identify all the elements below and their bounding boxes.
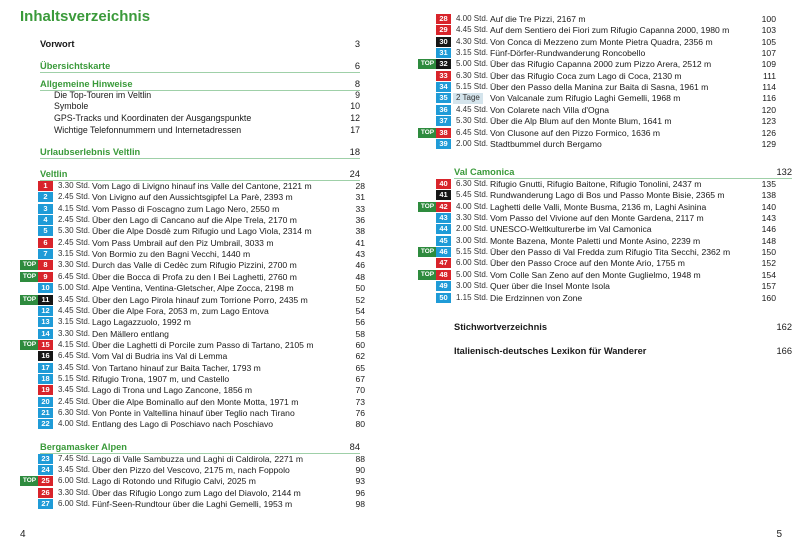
tour-title: Rundwanderung Lago di Bos und Passo Monte Bisie, 2365 m <box>490 190 725 201</box>
section-label: Symbole <box>54 101 89 111</box>
tour-page: 46 <box>355 260 365 271</box>
section-page: 166 <box>776 346 792 356</box>
section-label: Vorwort <box>40 39 75 49</box>
tour-number: 27 <box>38 499 53 509</box>
section-page: 10 <box>350 101 360 111</box>
tour-number: 43 <box>436 213 451 223</box>
tour-duration: 6.00 Std. <box>58 476 91 486</box>
tour-duration: 5.15 Std. <box>456 82 489 92</box>
tour-title: Über das Rifugio Coca zum Lago di Coca, 2130 m <box>490 70 682 81</box>
tour-number: 11 <box>38 295 53 305</box>
tour-number: 46 <box>436 247 451 257</box>
tour-title: Über den Pizzo del Vescovo, 2175 m, nach Foppolo <box>92 465 290 476</box>
tour-number: 47 <box>436 258 451 268</box>
tour-number: 38 <box>436 128 451 138</box>
tour-number: 21 <box>38 408 53 418</box>
tour-number: 24 <box>38 465 53 475</box>
tour-page: 50 <box>355 283 365 294</box>
tour-page: 58 <box>355 328 365 339</box>
tour-duration: 5.00 Std. <box>58 283 91 293</box>
tour-page: 154 <box>761 269 776 280</box>
tour-page: 73 <box>355 396 365 407</box>
tour-duration: 3.45 Std. <box>58 465 91 475</box>
tour-duration: 3.15 Std. <box>58 249 91 259</box>
tour-title: Von Clusone auf den Pizzo Formico, 1636 m <box>490 127 661 138</box>
tour-page: 140 <box>761 201 776 212</box>
tour-duration: 5.00 Std. <box>456 269 489 279</box>
tour-title: Vom Passo di Foscagno zum Lago Nero, 2550 m <box>92 203 280 214</box>
tour-page: 143 <box>761 213 776 224</box>
tour-title: Entlang des Lago di Poschiavo nach Poschiavo <box>92 419 274 430</box>
tour-title: Über den Passo Croce auf den Monte Ario, 1755 m <box>490 258 685 269</box>
tour-title: Von Ponte in Valtellina hinauf über Teglio nach Tirano <box>92 408 295 418</box>
tour-page: 114 <box>762 82 776 93</box>
tour-title: Auf die Tre Pizzi, 2167 m <box>490 14 586 24</box>
tour-duration: 6.45 Std. <box>58 351 91 361</box>
tour-page: 148 <box>761 235 776 246</box>
tour-title: Fünf-Seen-Rundtour über die Laghi Gemelli, 1953 m <box>92 499 293 510</box>
section-divider <box>40 72 360 73</box>
top-tour-badge: TOP <box>418 247 437 257</box>
tour-number: 45 <box>436 236 451 246</box>
tour-title: Über die Laghetti di Porcile zum Passo di Tartano, 2105 m <box>92 339 314 350</box>
toc-section[interactable] <box>40 60 360 72</box>
tour-duration: 4.00 Std. <box>456 14 489 23</box>
tour-number: 18 <box>38 374 53 384</box>
tour-page: 31 <box>355 192 365 203</box>
tour-duration: 2.00 Std. <box>456 138 489 148</box>
tour-title: Monte Bazena, Monte Paletti und Monte Asino, 2239 m <box>490 235 701 246</box>
tour-number: 3 <box>38 204 53 214</box>
toc-section[interactable] <box>454 321 792 333</box>
tour-duration: 5.30 Std. <box>58 226 91 236</box>
tour-page: 138 <box>761 190 776 201</box>
tour-title: Den Mällero entlang <box>92 328 169 339</box>
tour-title: Über den Lago Pirola hinauf zum Torrione Porro, 2435 m <box>92 294 308 305</box>
tour-number: 10 <box>38 283 53 293</box>
tour-page: 80 <box>355 419 365 430</box>
tour-page: 76 <box>355 408 365 418</box>
tour-page: 36 <box>355 215 365 226</box>
tour-page: 52 <box>355 294 365 305</box>
tour-number: 44 <box>436 224 451 234</box>
tour-number: 19 <box>38 385 53 395</box>
tour-number: 28 <box>436 14 451 24</box>
tour-page: 105 <box>761 36 776 47</box>
tour-page: 116 <box>762 93 776 104</box>
section-page: 162 <box>776 322 792 332</box>
section-label: Veltlin <box>40 169 68 179</box>
tour-duration: 4.15 Std. <box>58 203 91 213</box>
tour-title: Über den Passo di Val Fredda zum Rifugio Tita Secchi, 2362 m <box>490 247 731 258</box>
tour-page: 96 <box>355 487 365 498</box>
toc-section[interactable] <box>40 38 360 50</box>
tour-duration: 5.45 Std. <box>456 190 489 200</box>
toc-section[interactable] <box>40 146 360 158</box>
section-label: Allgemeine Hinweise <box>40 79 133 89</box>
tour-duration: 3.15 Std. <box>58 317 91 327</box>
tour-title: Quer über die Insel Monte Isola <box>490 281 610 292</box>
tour-number: 37 <box>436 116 451 126</box>
toc-section[interactable] <box>40 124 360 136</box>
tour-number: 4 <box>38 215 53 225</box>
tour-number: 6 <box>38 238 53 248</box>
tour-number: 15 <box>38 340 53 350</box>
top-tour-badge: TOP <box>418 270 437 280</box>
tour-duration: 5.00 Std. <box>456 59 489 69</box>
toc-section[interactable] <box>454 166 792 178</box>
tour-page: 28 <box>355 181 365 191</box>
tour-number: 13 <box>38 317 53 327</box>
tour-duration: 4.15 Std. <box>58 339 91 349</box>
tour-number: 22 <box>38 419 53 429</box>
toc-section[interactable] <box>40 100 360 112</box>
tour-number: 49 <box>436 281 451 291</box>
tour-duration: 4.30 Std. <box>456 36 489 46</box>
tour-page: 62 <box>355 351 365 362</box>
tour-title: Von Conca di Mezzeno zum Monte Pietra Quadra, 2356 m <box>490 36 713 47</box>
section-page: 9 <box>355 90 360 100</box>
tour-duration: 3.30 Std. <box>58 260 91 270</box>
tour-title: Vom Pass Umbrail auf den Piz Umbrail, 3033 m <box>92 237 274 248</box>
top-tour-badge: TOP <box>20 295 39 305</box>
tour-duration: 4.45 Std. <box>456 25 489 35</box>
tour-duration: 4.45 Std. <box>58 305 91 315</box>
page-title: Inhaltsverzeichnis <box>20 8 151 25</box>
tour-number: 25 <box>38 476 53 486</box>
tour-number: 31 <box>436 48 451 58</box>
section-label: Italienisch-deutsches Lexikon für Wanderer <box>454 346 647 356</box>
tour-title: Vom Val di Budria ins Val di Lemma <box>92 351 228 362</box>
toc-section[interactable] <box>454 345 792 357</box>
tour-page: 160 <box>761 292 776 303</box>
section-page: 6 <box>354 61 360 71</box>
tour-number: 42 <box>436 202 451 212</box>
tour-number: 20 <box>38 397 53 407</box>
tour-duration: 3.45 Std. <box>58 294 91 304</box>
tour-title: Rifugio Gnutti, Rifugio Baitone, Rifugio Tonolini, 2437 m <box>490 179 702 189</box>
tour-page: 146 <box>761 224 776 235</box>
tour-duration: 3.00 Std. <box>456 235 489 245</box>
tour-title: Über die Alpe Fora, 2053 m, zum Lago Entova <box>92 305 269 316</box>
tour-number: 16 <box>38 351 53 361</box>
tour-page: 38 <box>355 226 365 237</box>
tour-title: Lago di Valle Sambuzza und Laghi di Caldirola, 2271 m <box>92 453 303 464</box>
tour-page: 70 <box>355 385 365 396</box>
tour-page: 103 <box>761 25 776 36</box>
section-label: Stichwortverzeichnis <box>454 322 547 332</box>
tour-duration: 5.15 Std. <box>58 373 91 383</box>
section-label: Val Camonica <box>454 167 515 177</box>
tour-page: 98 <box>355 499 365 510</box>
tour-number: 36 <box>436 105 451 115</box>
section-page: 12 <box>350 113 360 123</box>
tour-number: 1 <box>38 181 53 191</box>
tour-title: Von Colarete nach Villa d'Ogna <box>490 104 610 115</box>
tour-number: 9 <box>38 272 53 282</box>
section-page: 18 <box>349 147 360 157</box>
tour-number: 8 <box>38 260 53 270</box>
tour-duration: 2.45 Std. <box>58 396 91 406</box>
tour-number: 26 <box>38 488 53 498</box>
tour-number: 40 <box>436 179 451 189</box>
tour-title: Über die Alpe Dosdè zum Rifugio und Lago Viola, 2314 m <box>92 226 312 237</box>
tour-title: Von Tartano hinauf zur Baita Tacher, 1793 m <box>92 362 261 373</box>
top-tour-badge: TOP <box>20 340 39 350</box>
tour-title: Über den Passo della Manina zur Baita di Sasna, 1961 m <box>490 82 709 93</box>
tour-duration: 3.30 Std. <box>58 328 91 338</box>
tour-page: 152 <box>761 258 776 269</box>
section-label: Bergamasker Alpen <box>40 441 127 452</box>
tour-number: 41 <box>436 190 451 200</box>
tour-page: 41 <box>355 237 365 248</box>
section-page: 17 <box>350 125 360 135</box>
toc-section[interactable] <box>40 441 360 453</box>
toc-section[interactable] <box>40 168 360 180</box>
tour-page: 107 <box>761 48 776 59</box>
tour-page: 33 <box>355 203 365 214</box>
tour-title: Lago Lagazzuolo, 1992 m <box>92 317 191 328</box>
tour-title: Vom Colle San Zeno auf den Monte Guglielmo, 1948 m <box>490 269 701 280</box>
tour-duration: 6.45 Std. <box>58 271 91 281</box>
tour-duration: 2.00 Std. <box>456 224 489 234</box>
tour-page: 109 <box>761 59 776 70</box>
tour-duration: 2.45 Std. <box>58 192 91 202</box>
tour-duration: 3.45 Std. <box>58 362 91 372</box>
tour-title: Durch das Valle di Cedèc zum Rifugio Pizzini, 2700 m <box>92 260 297 271</box>
tour-duration: 3.30 Std. <box>58 181 91 190</box>
tour-title: Rifugio Trona, 1907 m, und Castello <box>92 373 230 384</box>
tour-title: Fünf-Dörfer-Rundwanderung Roncobello <box>490 48 646 59</box>
tour-duration: 4.00 Std. <box>456 201 489 211</box>
section-label: Übersichtskarte <box>40 61 111 71</box>
right-page <box>400 0 800 546</box>
section-divider <box>40 158 360 159</box>
tour-duration: 6.00 Std. <box>58 499 91 509</box>
tour-title: Laghetti delle Valli, Monte Busma, 2136 m, Laghi Asinina <box>490 201 707 212</box>
tour-page: 150 <box>761 247 776 258</box>
tour-duration: 3.00 Std. <box>456 281 489 291</box>
tour-title: Vom Lago di Livigno hinauf ins Valle del Cantone, 2121 m <box>92 181 312 191</box>
top-tour-badge: TOP <box>418 128 437 138</box>
section-label: Urlaubserlebnis Veltlin <box>40 147 141 157</box>
tour-page: 43 <box>355 249 365 260</box>
tour-number: 30 <box>436 37 451 47</box>
tour-title: Von Bormio zu den Bagni Vecchi, 1440 m <box>92 249 251 260</box>
tour-page: 60 <box>355 339 365 350</box>
tour-duration: 1.15 Std. <box>456 292 489 302</box>
tour-number: 48 <box>436 270 451 280</box>
tour-duration: 2.45 Std. <box>58 215 91 225</box>
tour-duration: 6.30 Std. <box>58 408 91 417</box>
tour-duration: 5.30 Std. <box>456 116 489 126</box>
tour-title: Über die Alp Blum auf den Monte Blum, 1641 m <box>490 116 672 127</box>
tour-title: Von Livigno auf den Aussichtsgipfel La Parè, 2393 m <box>92 192 293 203</box>
tour-number: 23 <box>38 454 53 464</box>
tour-page: 100 <box>761 14 776 24</box>
tour-page: 67 <box>355 373 365 384</box>
tour-number: 14 <box>38 329 53 339</box>
tour-number: 39 <box>436 139 451 149</box>
tour-title: Lago di Rotondo und Rifugio Calvi, 2025 m <box>92 476 256 487</box>
tour-number: 29 <box>436 25 451 35</box>
tour-page: 129 <box>761 138 776 149</box>
tour-title: Auf dem Sentiero dei Fiori zum Rifugio Capanna 2000, 1980 m <box>490 25 730 36</box>
section-page: 132 <box>776 167 792 177</box>
page-number-right: 5 <box>776 529 782 540</box>
tour-number: 50 <box>436 293 451 303</box>
tour-duration: 5.15 Std. <box>456 247 489 257</box>
tour-title: Über den Lago di Cancano auf die Alpe Trela, 2170 m <box>92 215 297 226</box>
tour-page: 90 <box>355 465 365 476</box>
tour-title: Über die Bocca di Profa zu den I Bei Laghetti, 2760 m <box>92 271 297 282</box>
tour-page: 157 <box>761 281 776 292</box>
tour-duration: 2 Tage <box>453 93 483 104</box>
tour-number: 2 <box>38 192 53 202</box>
tour-number: 32 <box>436 59 451 69</box>
tour-number: 5 <box>38 226 53 236</box>
section-label: Wichtige Telefonnummern und Internetadressen <box>54 125 242 135</box>
tour-title: Stadtbummel durch Bergamo <box>490 138 602 149</box>
tour-page: 56 <box>355 317 365 328</box>
tour-title: Über das Rifugio Longo zum Lago del Diavolo, 2144 m <box>92 487 301 498</box>
tour-number: 33 <box>436 71 451 81</box>
tour-number: 35 <box>436 93 451 103</box>
tour-title: Alpe Ventina, Ventina-Gletscher, Alpe Zocca, 2198 m <box>92 283 294 294</box>
section-page: 24 <box>349 169 360 179</box>
tour-number: 7 <box>38 249 53 259</box>
tour-page: 120 <box>761 104 776 115</box>
tour-duration: 3.15 Std. <box>456 48 489 58</box>
tour-page: 123 <box>761 116 776 127</box>
section-label: Die Top-Touren im Veltlin <box>54 90 152 100</box>
tour-page: 65 <box>355 362 365 373</box>
tour-page: 54 <box>355 305 365 316</box>
tour-duration: 6.30 Std. <box>456 179 489 188</box>
tour-duration: 4.00 Std. <box>58 419 91 429</box>
tour-page: 111 <box>762 70 776 81</box>
tour-title: Über die Alpe Bominallo auf den Monte Motta, 1971 m <box>92 396 299 407</box>
tour-page: 48 <box>355 271 365 282</box>
tour-page: 135 <box>761 179 776 189</box>
tour-duration: 6.30 Std. <box>456 70 489 80</box>
top-tour-badge: TOP <box>20 260 39 270</box>
tour-title: Über das Rifugio Capanna 2000 zum Pizzo Arera, 2512 m <box>490 59 712 70</box>
section-page: 3 <box>354 39 360 49</box>
top-tour-badge: TOP <box>20 476 39 486</box>
tour-duration: 2.45 Std. <box>58 237 91 247</box>
tour-title: UNESCO-Weltkulturerbe im Val Camonica <box>490 224 652 235</box>
page-number-left: 4 <box>20 529 26 540</box>
section-page: 84 <box>349 441 360 452</box>
tour-number: 12 <box>38 306 53 316</box>
tour-duration: 3.30 Std. <box>456 213 489 223</box>
tour-page: 93 <box>355 476 365 487</box>
toc-section[interactable] <box>40 112 360 124</box>
tour-title: Vom Passo del Vivione auf den Monte Gardena, 2117 m <box>490 213 704 224</box>
top-tour-badge: TOP <box>20 272 39 282</box>
section-page: 8 <box>354 79 360 89</box>
tour-page: 126 <box>761 127 776 138</box>
tour-title: Lago di Trona und Lago Zancone, 1856 m <box>92 385 253 396</box>
top-tour-badge: TOP <box>418 202 437 212</box>
tour-page: 88 <box>355 453 365 464</box>
tour-number: 17 <box>38 363 53 373</box>
tour-title: Von Valcanale zum Rifugio Laghi Gemelli, 1968 m <box>490 93 681 104</box>
section-label: GPS-Tracks und Koordinaten der Ausgangspunkte <box>54 113 252 123</box>
tour-duration: 6.45 Std. <box>456 127 489 137</box>
tour-duration: 3.30 Std. <box>58 487 91 497</box>
tour-duration: 6.00 Std. <box>456 258 489 268</box>
top-tour-badge: TOP <box>418 59 437 69</box>
tour-title: Die Erdzinnen von Zone <box>490 292 583 303</box>
tour-duration: 4.45 Std. <box>456 104 489 114</box>
tour-number: 34 <box>436 82 451 92</box>
tour-duration: 7.45 Std. <box>58 453 91 463</box>
tour-duration: 3.45 Std. <box>58 385 91 395</box>
